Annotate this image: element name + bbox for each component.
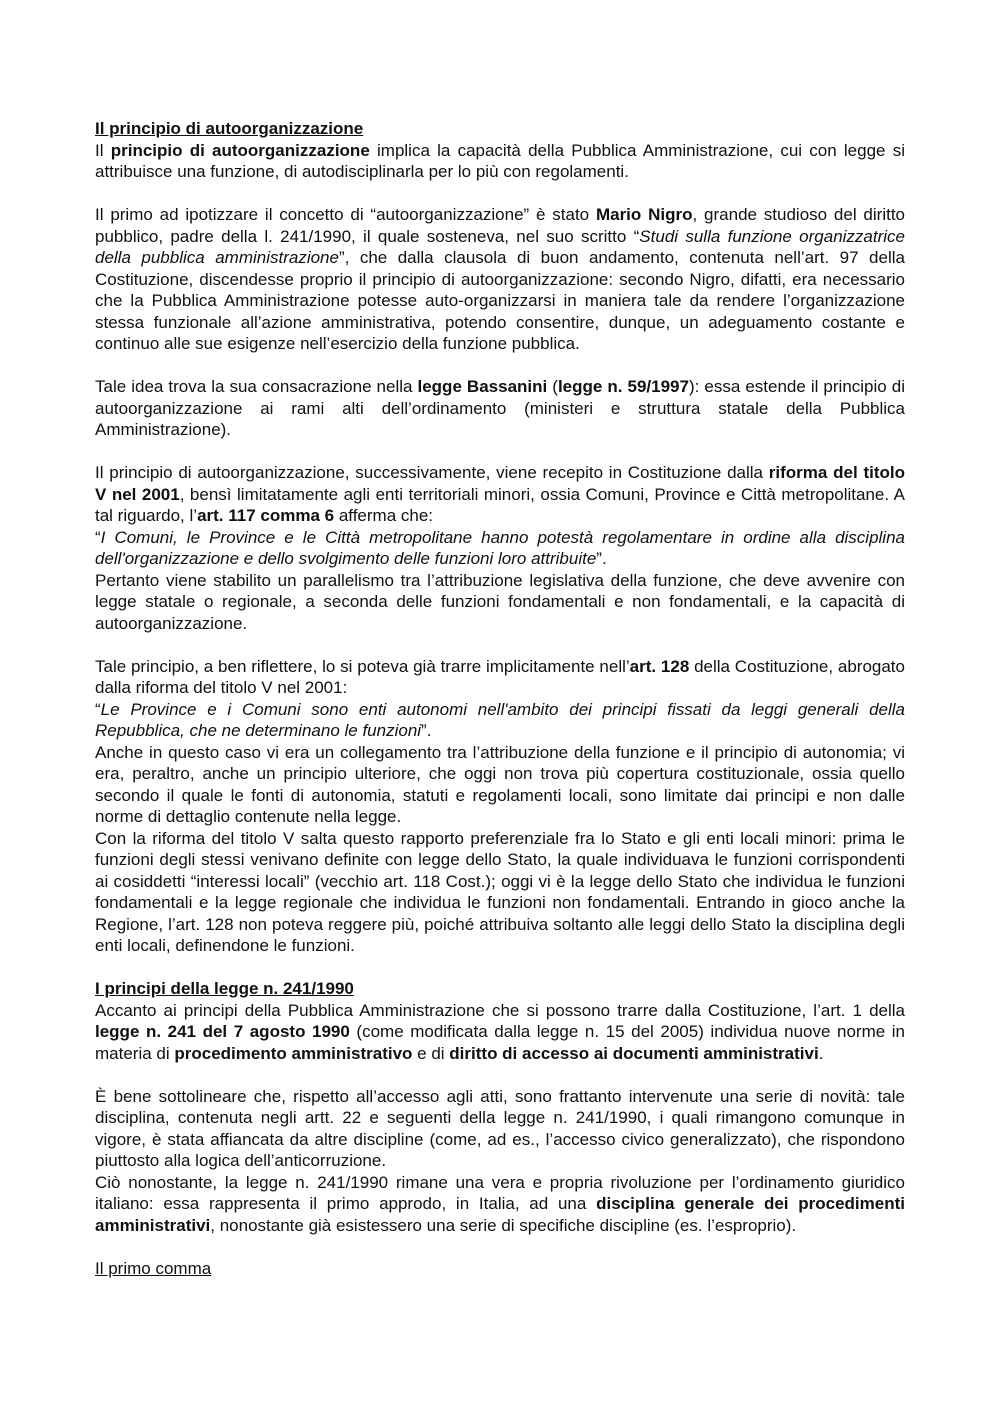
bold-text: diritto di accesso ai documenti amministrativi xyxy=(449,1043,819,1063)
bold-text: disciplina generale dei procedimenti amministrativi xyxy=(95,1194,905,1235)
paragraph: Ciò nonostante, la legge n. 241/1990 rimane una vera e propria rivoluzione per l’ordinamento giuridico italiano: essa rappresenta il primo approdo, in Italia, ad una disciplina generale dei procedimenti amministrativi, nonostante già esistessero una serie di specifiche discipline (es. l’esproprio). xyxy=(95,1172,905,1235)
bold-text: principio di autoorganizzazione xyxy=(110,140,370,160)
bold-text: art. 117 comma 6 xyxy=(197,506,335,525)
bold-text: art. 128 xyxy=(629,656,690,676)
paragraph: Il principio di autoorganizzazione, successivamente, viene recepito in Costituzione dalla riforma del titolo V nel 2001, bensì limitatamente agli enti territoriali minori, ossia Comuni, Province e Città metropolitane. A tal riguardo, l’art. 117 comma 6 afferma che: xyxy=(95,463,905,525)
paragraph: È bene sottolineare che, rispetto all’accesso agli atti, sono frattanto intervenute una serie di novità: tale disciplina, contenuta negli artt. 22 e seguenti della legge n. 241/1990, i quali rimangono comunque in vigore, è stata affiancata da altre discipline (come, ad es., l’accesso civico generalizzato), che rispondono piuttosto alla logica dell’anticorruzione. xyxy=(95,1086,905,1170)
bold-text: Mario Nigro xyxy=(595,205,693,224)
paragraph: Pertanto viene stabilito un parallelismo tra l’attribuzione legislativa della funzione, che deve avvenire con legge statale o regionale, a seconda delle funzioni fondamentali e non fondamentali, e la capacità di autoorganizzazione. xyxy=(95,570,905,633)
paragraph: Accanto ai principi della Pubblica Amministrazione che si possono trarre dalla Costituzione, l’art. 1 della legge n. 241 del 7 agosto 1990 (come modificata dalla legge n. 15 del 2005) individua nuove norme in materia di procedimento amministrativo e di diritto di accesso ai documenti amministrativi. xyxy=(95,1000,905,1063)
paragraph: Anche in questo caso vi era un collegamento tra l’attribuzione della funzione e il principio di autonomia; vi era, peraltro, anche un principio ulteriore, che oggi non trova più copertura costituzionale, ossia quello secondo il quale le fonti di autonomia, statuti e regolamenti locali, sono limitate dai principi e non dalle norme di dettaglio contenute nella legge. xyxy=(95,742,905,826)
italic-text: Studi sulla funzione organizzatrice della pubblica amministrazione xyxy=(95,226,905,267)
section-heading: Il principio di autoorganizzazione xyxy=(95,119,364,138)
quote-paragraph: “Le Province e i Comuni sono enti autonomi nell'ambito dei principi fissati da leggi generali della Repubblica, che ne determinano le funzioni”. xyxy=(95,699,905,740)
paragraph: Il principio di autoorganizzazione implica la capacità della Pubblica Amministrazione, cui con legge si attribuisce una funzione, di autodisciplinarla per lo più con regolamenti. xyxy=(95,140,905,181)
quote-paragraph: “I Comuni, le Province e le Città metropolitane hanno potestà regolamentare in ordine alla disciplina dell'organizzazione e dello svolgimento delle funzioni loro attribuite”. xyxy=(95,527,905,568)
bold-text: riforma del titolo V nel 2001 xyxy=(95,463,905,504)
paragraph: Il primo ad ipotizzare il concetto di “autoorganizzazione” è stato Mario Nigro, grande studioso del diritto pubblico, padre della l. 241/1990, il quale sosteneva, nel suo scritto “Studi sulla funzione organizzatrice della pubblica amministrazione”, che dalla clausola di buon andamento, contenuta nell’art. 97 della Costituzione, discendesse proprio il principio di autoorganizzazione: secondo Nigro, difatti, era necessario che la Pubblica Amministrazione potesse auto-organizzarsi in maniera tale da rendere l’organizzazione stessa funzionale all’azione amministrativa, potendo consentire, dunque, un adeguamento costante e continuo alle sue esigenze nell’esercizio della funzione pubblica. xyxy=(95,205,905,353)
bold-text: procedimento amministrativo xyxy=(174,1043,413,1063)
italic-text: I Comuni, le Province e le Città metropolitane hanno potestà regolamentare in ordine alla disciplina dell'organizzazione e dello svolgimento delle funzioni loro attribuite xyxy=(95,527,905,568)
paragraph: Con la riforma del titolo V salta questo rapporto preferenziale fra lo Stato e gli enti locali minori: prima le funzioni degli stessi venivano definite con legge dello Stato, la quale individuava le funzioni corrispondenti ai cosiddetti “interessi locali” (vecchio art. 118 Cost.); oggi vi è la legge dello Stato che individua le funzioni fondamentali e la legge regionale che individua le funzioni non fondamentali. Entrando in gioco anche la Regione, l’art. 128 non poteva reggere più, poiché attribuiva soltanto alle leggi dello Stato la disciplina degli enti locali, definendone le funzioni. xyxy=(95,828,905,955)
italic-text: Le Province e i Comuni sono enti autonomi nell'ambito dei principi fissati da leggi generali della Repubblica, che ne determinano le funzioni xyxy=(95,699,905,740)
section-heading: I principi della legge n. 241/1990 xyxy=(95,979,354,998)
bold-text: legge Bassanini xyxy=(417,377,548,396)
bold-text: legge n. 241 del 7 agosto 1990 xyxy=(95,1022,350,1041)
paragraph: Tale principio, a ben riflettere, lo si poteva già trarre implicitamente nell’art. 128 della Costituzione, abrogato dalla riforma del titolo V nel 2001: xyxy=(95,656,905,697)
document-page xyxy=(95,118,905,1279)
subsection-heading: Il primo comma xyxy=(95,1258,212,1278)
bold-text: legge n. 59/1997 xyxy=(557,377,689,396)
paragraph: Tale idea trova la sua consacrazione nella legge Bassanini (legge n. 59/1997): essa estende il principio di autoorganizzazione ai rami alti dell’ordinamento (ministeri e struttura statale della Pubblica Amministrazione). xyxy=(95,377,905,439)
